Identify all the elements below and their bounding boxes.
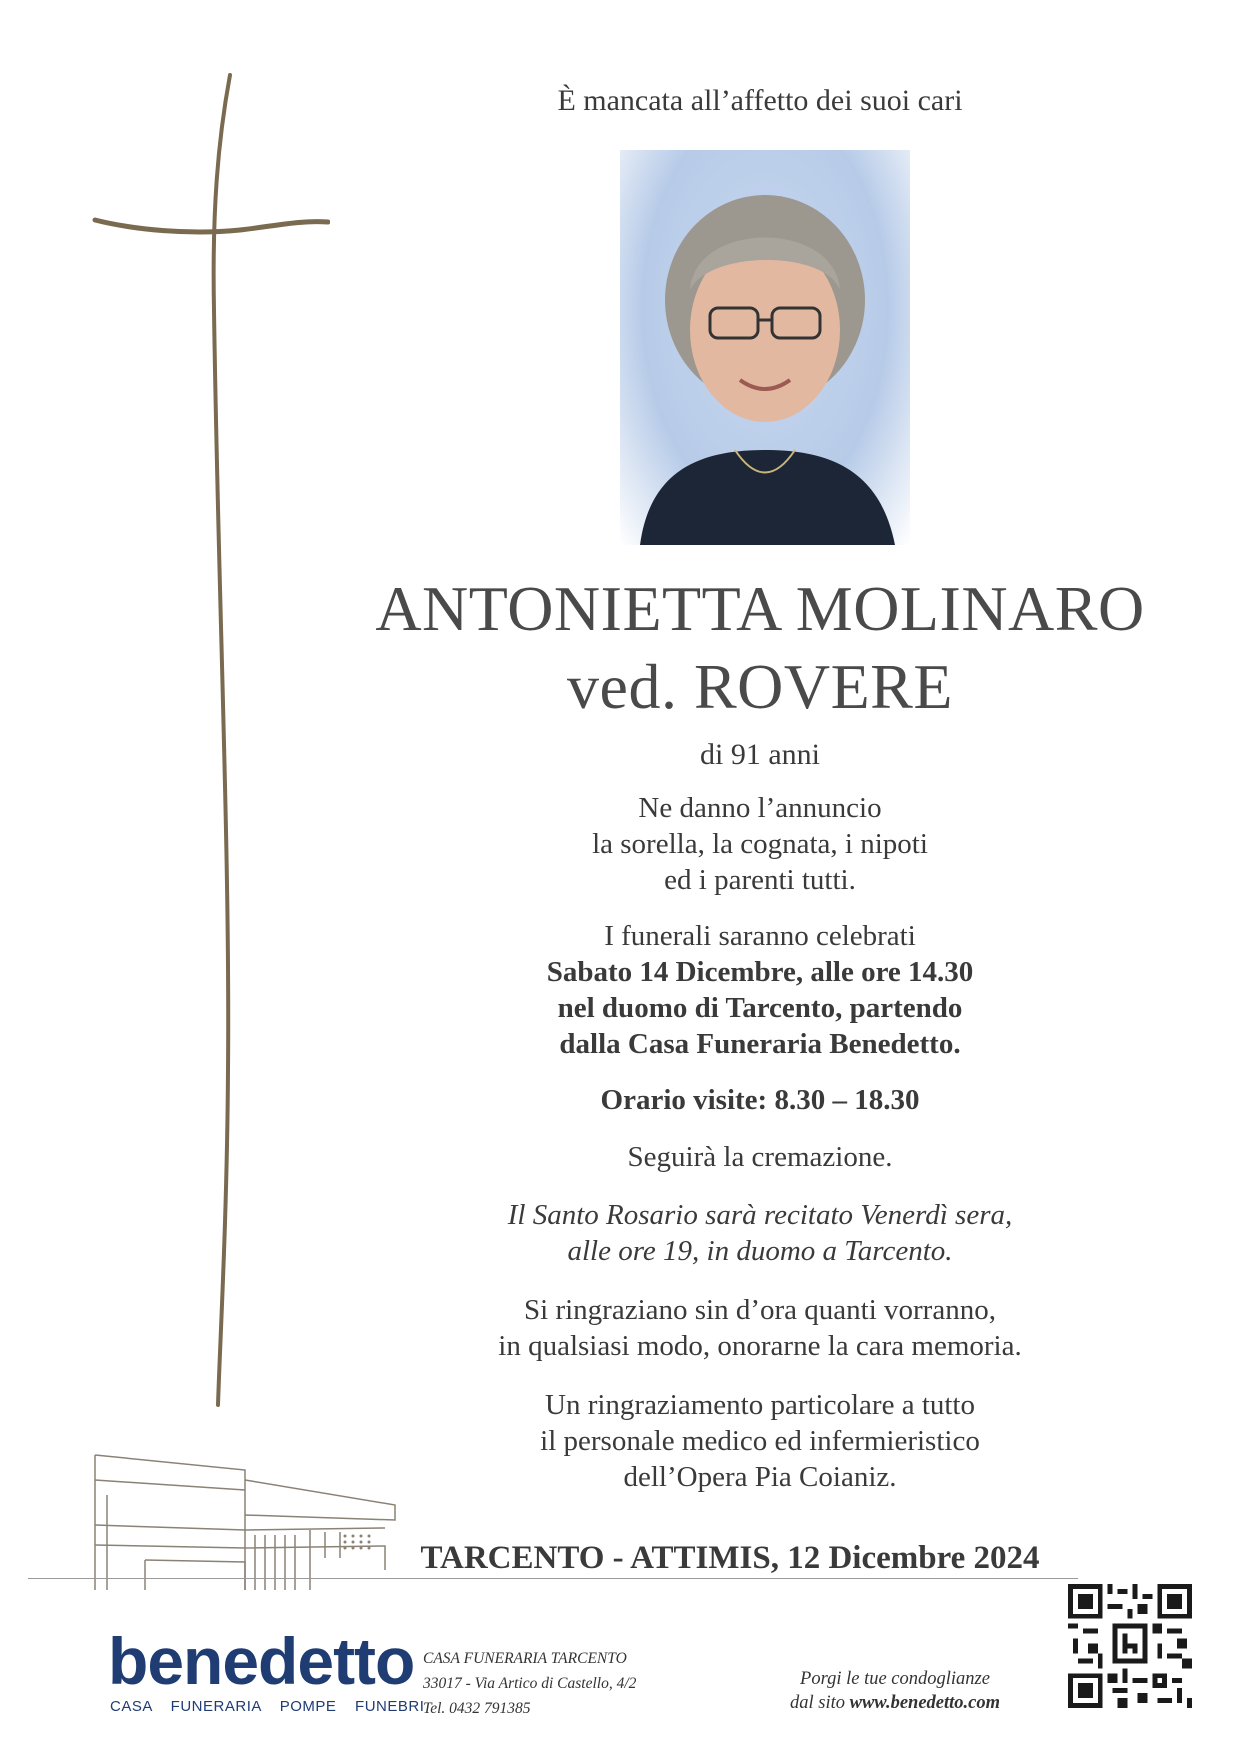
special-thanks-line3: dell’Opera Pia Coianiz. (623, 1461, 897, 1493)
cross-icon (90, 70, 330, 1410)
portrait-photo (620, 150, 910, 545)
funeral-line2: Sabato 14 Dicembre, alle ore 14.30 (546, 956, 974, 988)
special-thanks-line2: il personale medico ed infermieristico (540, 1425, 980, 1457)
deceased-name-line2: ved. ROVERE (567, 651, 953, 722)
deceased-age: di 91 anni (700, 738, 820, 771)
announcement-line3: ed i parenti tutti. (664, 864, 856, 896)
logo-subtitle: CASA FUNERARIA POMPE FUNEBRI (110, 1698, 425, 1715)
visiting-hours: Orario visite: 8.30 – 18.30 (600, 1084, 920, 1116)
benedetto-logo: benedetto (108, 1624, 415, 1698)
special-thanks-line1: Un ringraziamento particolare a tutto (545, 1389, 975, 1421)
address-phone: Tel. 0432 791385 (423, 1700, 531, 1717)
thanks (330, 1292, 1190, 1364)
condolences-line1: Porgi le tue condoglianze (800, 1669, 990, 1689)
thanks-line1: Si ringraziano sin d’ora quanti vorranno, (524, 1294, 996, 1326)
deceased-name-line1: ANTONIETTA MOLINARO (375, 573, 1145, 644)
funeral-home-address (423, 1646, 636, 1721)
announcement-line2: la sorella, la cognata, i nipoti (592, 828, 928, 860)
place-date: TARCENTO - ATTIMIS, 12 Dicembre 2024 (420, 1540, 1040, 1576)
condolences-line2 (775, 1691, 1015, 1715)
condolences-site-link[interactable]: www.benedetto.com (849, 1693, 1000, 1713)
thanks-line2: in qualsiasi modo, onorarne la cara memoria. (498, 1330, 1022, 1362)
rosary-line2: alle ore 19, in duomo a Tarcento. (567, 1235, 953, 1267)
funeral-line1: I funerali saranno celebrati (604, 920, 916, 952)
funeral-info (330, 918, 1190, 1062)
cremation-note: Seguirà la cremazione. (627, 1141, 893, 1173)
deceased-name (330, 570, 1190, 726)
announcement (330, 790, 1190, 898)
qr-code-icon (1068, 1584, 1192, 1708)
funeral-line4: dalla Casa Funeraria Benedetto. (559, 1028, 961, 1060)
address-line1: CASA FUNERARIA TARCENTO (423, 1650, 627, 1667)
funeral-line3: nel duomo di Tarcento, partendo (557, 992, 963, 1024)
address-line2: 33017 - Via Artico di Castello, 4/2 (423, 1675, 637, 1692)
rosary-line1: Il Santo Rosario sarà recitato Venerdì sera, (507, 1199, 1013, 1231)
rosary-note (330, 1197, 1190, 1269)
announcement-line1: Ne danno l’annuncio (638, 792, 882, 824)
condolences-prefix: dal sito (789, 1693, 850, 1713)
intro-text: È mancata all’affetto dei suoi cari (557, 84, 963, 117)
condolences-note (775, 1667, 1015, 1715)
special-thanks (330, 1387, 1190, 1495)
footer-divider (28, 1578, 1078, 1579)
